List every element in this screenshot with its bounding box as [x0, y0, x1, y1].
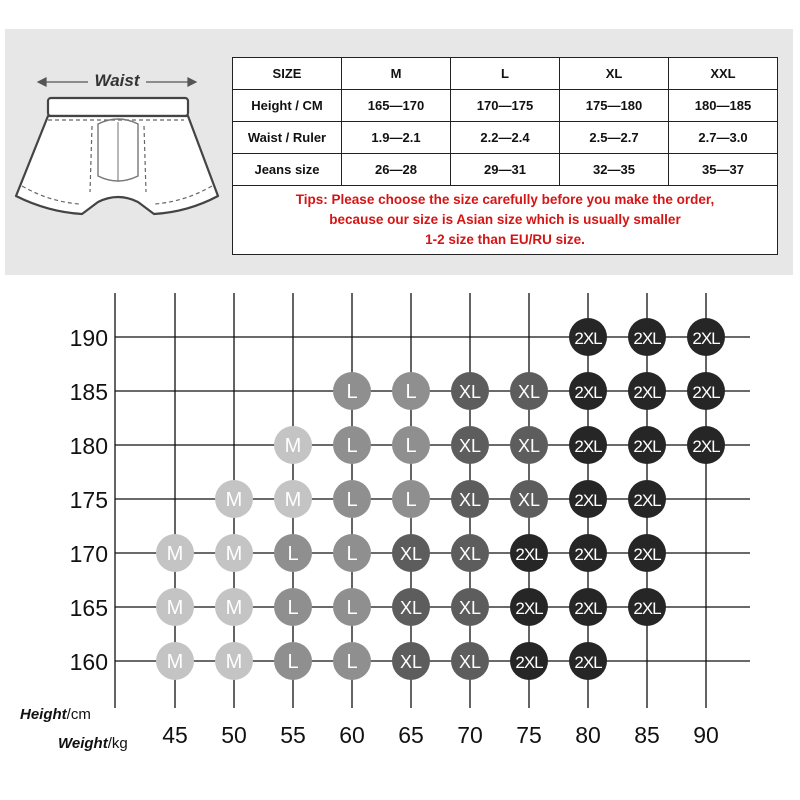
y-axis-title-unit: /cm [66, 706, 91, 723]
size-marker-label: 2XL [692, 437, 720, 456]
size-marker-label: XL [458, 436, 482, 456]
size-marker-label: 2XL [574, 437, 602, 456]
table-cell: 2.5—2.7 [560, 122, 669, 154]
header-cell: XL [560, 58, 669, 90]
x-tick-label: 85 [634, 722, 660, 748]
size-marker-label: L [346, 381, 358, 403]
table-cell: 170—175 [451, 90, 560, 122]
size-marker-label: L [287, 597, 299, 619]
size-marker-label: XL [458, 490, 482, 510]
tips-line: because our size is Asian size which is usually smaller [329, 212, 681, 227]
size-marker-label: 2XL [574, 491, 602, 510]
x-tick-label: 65 [398, 722, 424, 748]
size-chart [0, 285, 800, 790]
size-marker-label: L [346, 489, 358, 511]
size-marker-label: 2XL [574, 383, 602, 402]
size-marker-label: XL [458, 652, 482, 672]
y-tick-label: 170 [69, 541, 108, 567]
size-marker-label: XL [399, 652, 423, 672]
underwear-illustration [8, 64, 226, 232]
size-marker-label: 2XL [515, 653, 543, 672]
size-marker-label: L [287, 543, 299, 565]
size-marker-label: 2XL [692, 383, 720, 402]
y-tick-label: 160 [69, 649, 108, 675]
x-axis-title [58, 735, 128, 752]
tips-text [233, 186, 778, 255]
waist-label: Waist [94, 71, 140, 90]
table-cell: 35—37 [669, 154, 778, 186]
size-marker-label: M [166, 651, 184, 673]
x-axis-title-bold: Weight [58, 735, 108, 752]
table-cell: 175—180 [560, 90, 669, 122]
tips-line: 1-2 size than EU/RU size. [425, 232, 585, 247]
x-axis-title-unit: /kg [107, 735, 128, 752]
table-cell: 29—31 [451, 154, 560, 186]
size-marker-label: 2XL [515, 545, 543, 564]
table-cell: 26—28 [342, 154, 451, 186]
y-tick-label: 175 [69, 487, 108, 513]
y-tick-label: 185 [69, 379, 108, 405]
size-marker-label: L [405, 381, 417, 403]
size-marker-label: XL [517, 382, 541, 402]
size-marker-label: 2XL [574, 599, 602, 618]
table-row [233, 154, 778, 186]
size-table [232, 57, 778, 255]
size-marker-label: XL [517, 490, 541, 510]
size-marker-label: L [346, 543, 358, 565]
table-cell: 1.9—2.1 [342, 122, 451, 154]
y-tick-label: 165 [69, 595, 108, 621]
underwear-icon [16, 98, 218, 214]
size-marker-label: M [284, 489, 302, 511]
header-cell: M [342, 58, 451, 90]
header-cell: SIZE [233, 58, 342, 90]
header-cell: XXL [669, 58, 778, 90]
size-marker-label: 2XL [633, 599, 661, 618]
row-label: Jeans size [233, 154, 342, 186]
table-row [233, 90, 778, 122]
table-cell: 2.7—3.0 [669, 122, 778, 154]
size-marker-label: M [225, 489, 243, 511]
x-tick-label: 55 [280, 722, 306, 748]
size-marker-label: XL [399, 598, 423, 618]
size-marker-label: M [166, 543, 184, 565]
size-marker-label: M [284, 435, 302, 457]
x-tick-label: 60 [339, 722, 365, 748]
tips-line: Tips: Please choose the size carefully before you make the order, [295, 192, 715, 207]
size-marker-label: L [346, 597, 358, 619]
y-axis-title [20, 706, 91, 723]
size-marker-label: XL [458, 382, 482, 402]
size-marker-label: 2XL [692, 329, 720, 348]
x-tick-label: 75 [516, 722, 542, 748]
size-marker-label: 2XL [574, 329, 602, 348]
table-row [233, 122, 778, 154]
size-marker-label: L [346, 651, 358, 673]
size-marker-label: XL [458, 544, 482, 564]
size-table-header [233, 58, 778, 90]
size-marker-label: XL [399, 544, 423, 564]
size-marker-label: M [225, 543, 243, 565]
table-cell: 32—35 [560, 154, 669, 186]
size-marker-label: L [287, 651, 299, 673]
size-marker-label: 2XL [633, 437, 661, 456]
y-tick-label: 190 [69, 325, 108, 351]
size-marker-label: L [346, 435, 358, 457]
table-cell: 2.2—2.4 [451, 122, 560, 154]
x-tick-label: 50 [221, 722, 247, 748]
table-cell: 165—170 [342, 90, 451, 122]
x-tick-label: 90 [693, 722, 719, 748]
size-marker-label: 2XL [633, 383, 661, 402]
y-tick-label: 180 [69, 433, 108, 459]
size-marker-label: XL [517, 436, 541, 456]
size-marker-label: 2XL [633, 491, 661, 510]
size-marker-label: L [405, 435, 417, 457]
size-marker-label: 2XL [633, 545, 661, 564]
size-marker-label: XL [458, 598, 482, 618]
header-cell: L [451, 58, 560, 90]
tips-row [233, 186, 778, 255]
x-tick-label: 70 [457, 722, 483, 748]
size-marker-label: L [405, 489, 417, 511]
size-marker-label: 2XL [515, 599, 543, 618]
size-marker-label: M [225, 651, 243, 673]
x-tick-label: 45 [162, 722, 188, 748]
row-label: Height / CM [233, 90, 342, 122]
size-marker-label: 2XL [633, 329, 661, 348]
row-label: Waist / Ruler [233, 122, 342, 154]
size-marker-label: 2XL [574, 653, 602, 672]
y-axis-title-bold: Height [20, 706, 67, 723]
size-marker-label: M [166, 597, 184, 619]
table-cell: 180—185 [669, 90, 778, 122]
size-marker-label: 2XL [574, 545, 602, 564]
x-tick-label: 80 [575, 722, 601, 748]
size-marker-label: M [225, 597, 243, 619]
